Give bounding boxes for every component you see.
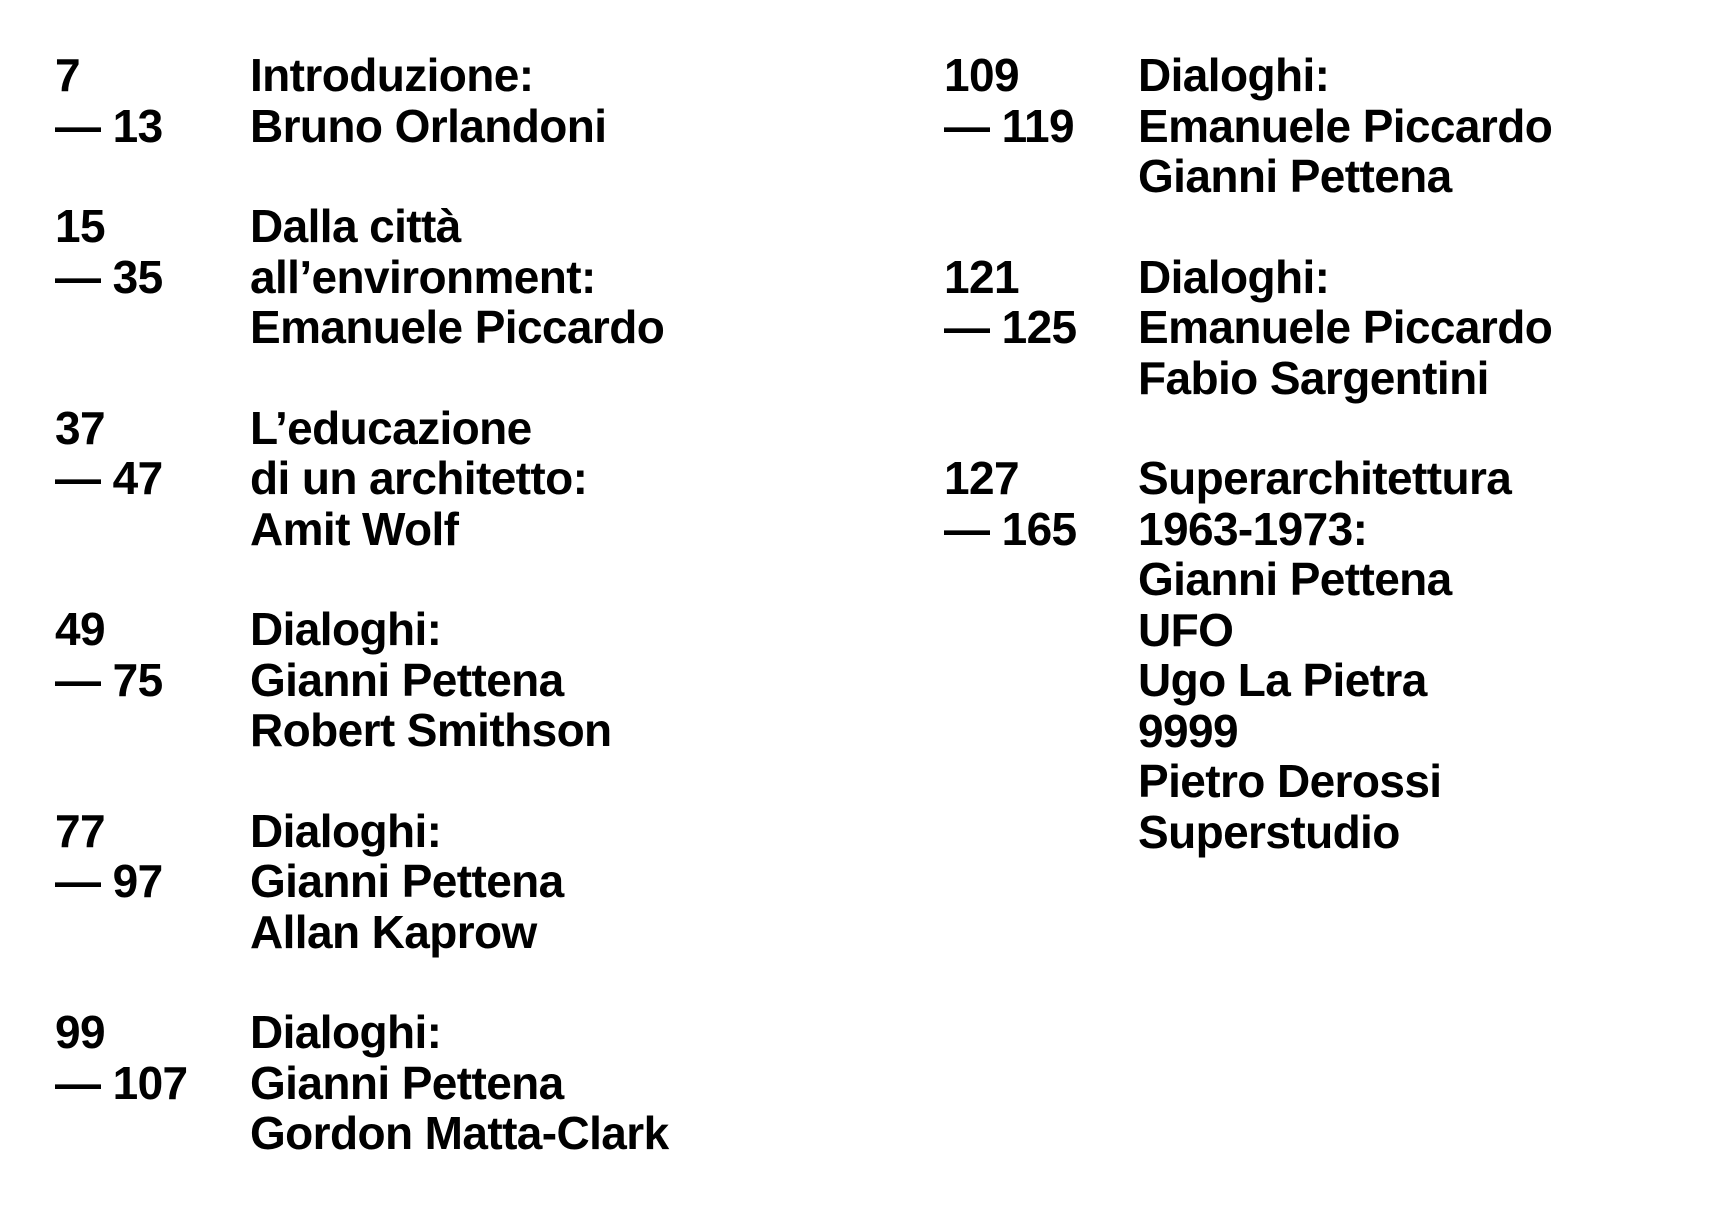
page-start: 127 [944, 452, 1019, 504]
page-end: — 119 [944, 99, 1074, 152]
entry-author: Emanuele Piccardo [250, 301, 665, 353]
entry-text [250, 1007, 669, 1159]
entry-title: Superarchitettura [1138, 452, 1512, 504]
entry-title: Dialoghi: [250, 804, 442, 857]
page-start: 109 [944, 49, 1019, 101]
page-start: 15 [55, 200, 105, 252]
page-start: 77 [55, 804, 105, 857]
entry-text [1138, 50, 1552, 202]
entry-title: Dialoghi: [250, 603, 442, 655]
entry-author: Gianni Pettena [1138, 553, 1452, 605]
page-range [944, 50, 1138, 202]
toc-column-right [944, 50, 1552, 907]
entry-text [250, 604, 612, 756]
page-range [55, 201, 250, 353]
entry-author: Ugo La Pietra [1138, 654, 1427, 706]
page-end: — 75 [55, 653, 163, 706]
toc-entry [55, 1007, 669, 1159]
entry-title: 1963-1973: [1138, 502, 1368, 555]
page-range [944, 252, 1138, 404]
entry-author: Fabio Sargentini [1138, 351, 1489, 404]
page-range [55, 806, 250, 958]
entry-text [1138, 453, 1511, 857]
page-start: 99 [55, 1006, 105, 1058]
page-range [944, 453, 1138, 857]
page-range [55, 604, 250, 756]
entry-author: Emanuele Piccardo [1138, 99, 1553, 152]
page-end: — 165 [944, 502, 1077, 555]
toc-entry [944, 453, 1552, 857]
entry-text [1138, 252, 1552, 404]
entry-author: Gianni Pettena [250, 1056, 564, 1109]
toc-entry [55, 50, 669, 151]
entry-author: Gianni Pettena [250, 855, 564, 907]
page-end: — 47 [55, 452, 163, 504]
entry-title: di un architetto: [250, 452, 588, 504]
toc-column-left [55, 50, 669, 1209]
entry-author: Robert Smithson [250, 704, 612, 756]
entry-title: Dialoghi: [250, 1006, 442, 1058]
entry-text [250, 201, 664, 353]
entry-title: Dialoghi: [1138, 250, 1330, 303]
page-start: 49 [55, 603, 105, 655]
page-start: 7 [55, 49, 80, 101]
entry-author: Gianni Pettena [1138, 150, 1452, 202]
entry-author: Amit Wolf [250, 502, 459, 555]
entry-author: Gianni Pettena [250, 653, 564, 706]
page-start: 121 [944, 250, 1019, 303]
entry-author: Emanuele Piccardo [1138, 301, 1553, 353]
entry-text [250, 50, 606, 151]
entry-title: L’educazione [250, 401, 532, 454]
entry-author: Bruno Orlandoni [250, 99, 607, 152]
page-end: — 97 [55, 855, 163, 907]
entry-text [250, 403, 587, 555]
page-range [55, 50, 250, 151]
entry-author: Gordon Matta-Clark [250, 1107, 669, 1159]
page-end: — 107 [55, 1056, 188, 1109]
page-range [55, 1007, 250, 1159]
entry-author: Pietro Derossi [1138, 755, 1442, 807]
page-end: — 35 [55, 250, 163, 303]
page-end: — 13 [55, 99, 163, 152]
entry-title: Introduzione: [250, 49, 534, 101]
toc-entry [55, 806, 669, 958]
toc-entry [55, 403, 669, 555]
entry-author: 9999 [1138, 704, 1238, 757]
entry-title: Dalla città [250, 200, 461, 252]
page-start: 37 [55, 401, 105, 454]
entry-title: Dialoghi: [1138, 49, 1330, 101]
toc-entry [944, 50, 1552, 202]
toc-entry [944, 252, 1552, 404]
page-end: — 125 [944, 301, 1077, 353]
entry-text [250, 806, 564, 958]
toc-entry [55, 604, 669, 756]
page-range [55, 403, 250, 555]
toc-entry [55, 201, 669, 353]
entry-author: UFO [1138, 603, 1234, 656]
entry-author: Superstudio [1138, 805, 1400, 858]
entry-author: Allan Kaprow [250, 905, 537, 958]
entry-title: all’environment: [250, 250, 596, 303]
